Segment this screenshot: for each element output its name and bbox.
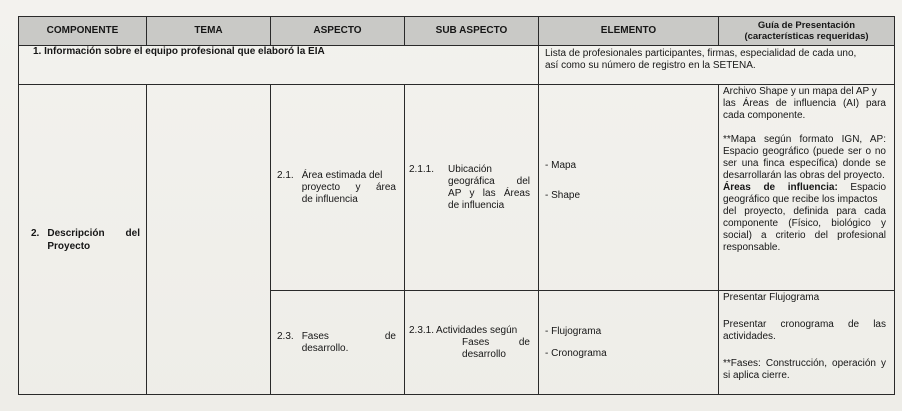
- guia-line-areas: [723, 182, 886, 194]
- aspecto-cell-2-3: [271, 291, 405, 395]
- aspecto-line: Fases de: [301, 330, 396, 342]
- elemento-cell-2-3-1: [539, 291, 719, 395]
- sub-aspecto-line: AP y las Áreas: [448, 187, 530, 199]
- elemento-item: - Flujograma: [545, 325, 602, 337]
- sub-aspecto-line: Actividades según: [436, 324, 518, 336]
- header-row: [19, 17, 895, 46]
- info-elemento-line2: así como su número de registro en la SETENA.: [545, 60, 756, 71]
- info-row: [19, 46, 895, 85]
- sub-aspecto-cell-2-3-1: [405, 291, 539, 395]
- guia-line: geográfico que recibe los impactos: [723, 194, 878, 205]
- aspecto-num-2-1: 2.1.: [277, 169, 294, 181]
- header-guia-line2: (características requeridas): [744, 31, 869, 42]
- aspecto-line: Área estimada del: [301, 169, 383, 181]
- desc-componente-line1: Descripción del: [47, 227, 140, 239]
- header-guia: [719, 17, 895, 46]
- guia-line: **Fases: Construcción, operación y: [723, 358, 886, 369]
- guia-cell-2-1-1: [719, 85, 895, 291]
- guia-line: Espacio geográfico (puede ser o no: [723, 146, 886, 157]
- sub-aspecto-line: de influencia: [448, 199, 505, 211]
- elemento-item: - Cronograma: [545, 347, 607, 359]
- presentation-guide-table: [18, 16, 895, 395]
- elemento-cell-2-1-1: [539, 85, 719, 291]
- guia-line: social) a criterio del profesional: [723, 230, 886, 241]
- elemento-item: - Mapa: [545, 159, 577, 171]
- guia-line: actividades.: [723, 331, 776, 342]
- desc-componente-num: 2.: [31, 227, 40, 239]
- guia-line: responsable.: [723, 242, 781, 253]
- desc-componente-line2: Proyecto: [47, 240, 91, 252]
- header-elemento: ELEMENTO: [539, 17, 719, 46]
- guia-line: Presentar cronograma de las: [723, 319, 886, 330]
- guia-line: componente (Físico, biológico y: [723, 218, 886, 229]
- info-row-label: 1. Información sobre el equipo profesional que elaboró la EIA: [19, 46, 539, 85]
- guia-line: desarrollarán las obras del proyecto.: [723, 170, 885, 181]
- elemento-item: - Shape: [545, 189, 581, 201]
- guia-line: las Áreas de influencia (AI) para: [723, 98, 886, 109]
- info-elemento-line1: Lista de profesionales participantes, firmas, especialidad de cada uno,: [545, 48, 857, 59]
- header-componente: COMPONENTE: [19, 17, 147, 46]
- aspecto-num-2-3: 2.3.: [277, 330, 294, 342]
- guia-bold-term: Áreas de influencia:: [723, 182, 838, 193]
- desc-componente-cell: [19, 85, 147, 395]
- guia-line: ser una finca específica) donde se: [723, 158, 886, 169]
- guia-line: **Mapa según formato IGN, AP:: [723, 134, 886, 145]
- header-sub-aspecto: SUB ASPECTO: [405, 17, 539, 46]
- guia-line: si aplica cierre.: [723, 370, 790, 381]
- guia-line: cada componente.: [723, 110, 806, 121]
- aspecto-line: desarrollo.: [301, 342, 349, 354]
- sub-aspecto-line: desarrollo: [462, 348, 506, 360]
- sub-aspecto-line: Fases de: [462, 336, 530, 348]
- header-tema: TEMA: [147, 17, 271, 46]
- sub-aspecto-cell-2-1-1: [405, 85, 539, 291]
- desc-subrow-2-1: [19, 85, 895, 291]
- aspecto-line: proyecto y área: [301, 181, 396, 193]
- desc-tema-cell: [147, 85, 271, 395]
- sub-aspecto-line: geográfica del: [448, 175, 530, 187]
- guia-cell-2-3-1: [719, 291, 895, 395]
- guia-line: Archivo Shape y un mapa del AP y: [723, 86, 877, 97]
- sub-aspecto-num-2-3-1: 2.3.1.: [409, 324, 435, 336]
- guia-line-rest: Espacio: [837, 182, 887, 193]
- header-aspecto: ASPECTO: [271, 17, 405, 46]
- guia-line: Presentar Flujograma: [723, 292, 820, 303]
- aspecto-line: de influencia: [301, 193, 358, 205]
- sub-aspecto-line: Ubicación: [448, 163, 492, 175]
- header-guia-line1: Guía de Presentación: [757, 20, 856, 31]
- guia-line: del proyecto, definida para cada: [723, 206, 886, 217]
- sub-aspecto-num-2-1-1: 2.1.1.: [409, 163, 435, 175]
- aspecto-cell-2-1: [271, 85, 405, 291]
- info-row-elemento: [539, 46, 895, 85]
